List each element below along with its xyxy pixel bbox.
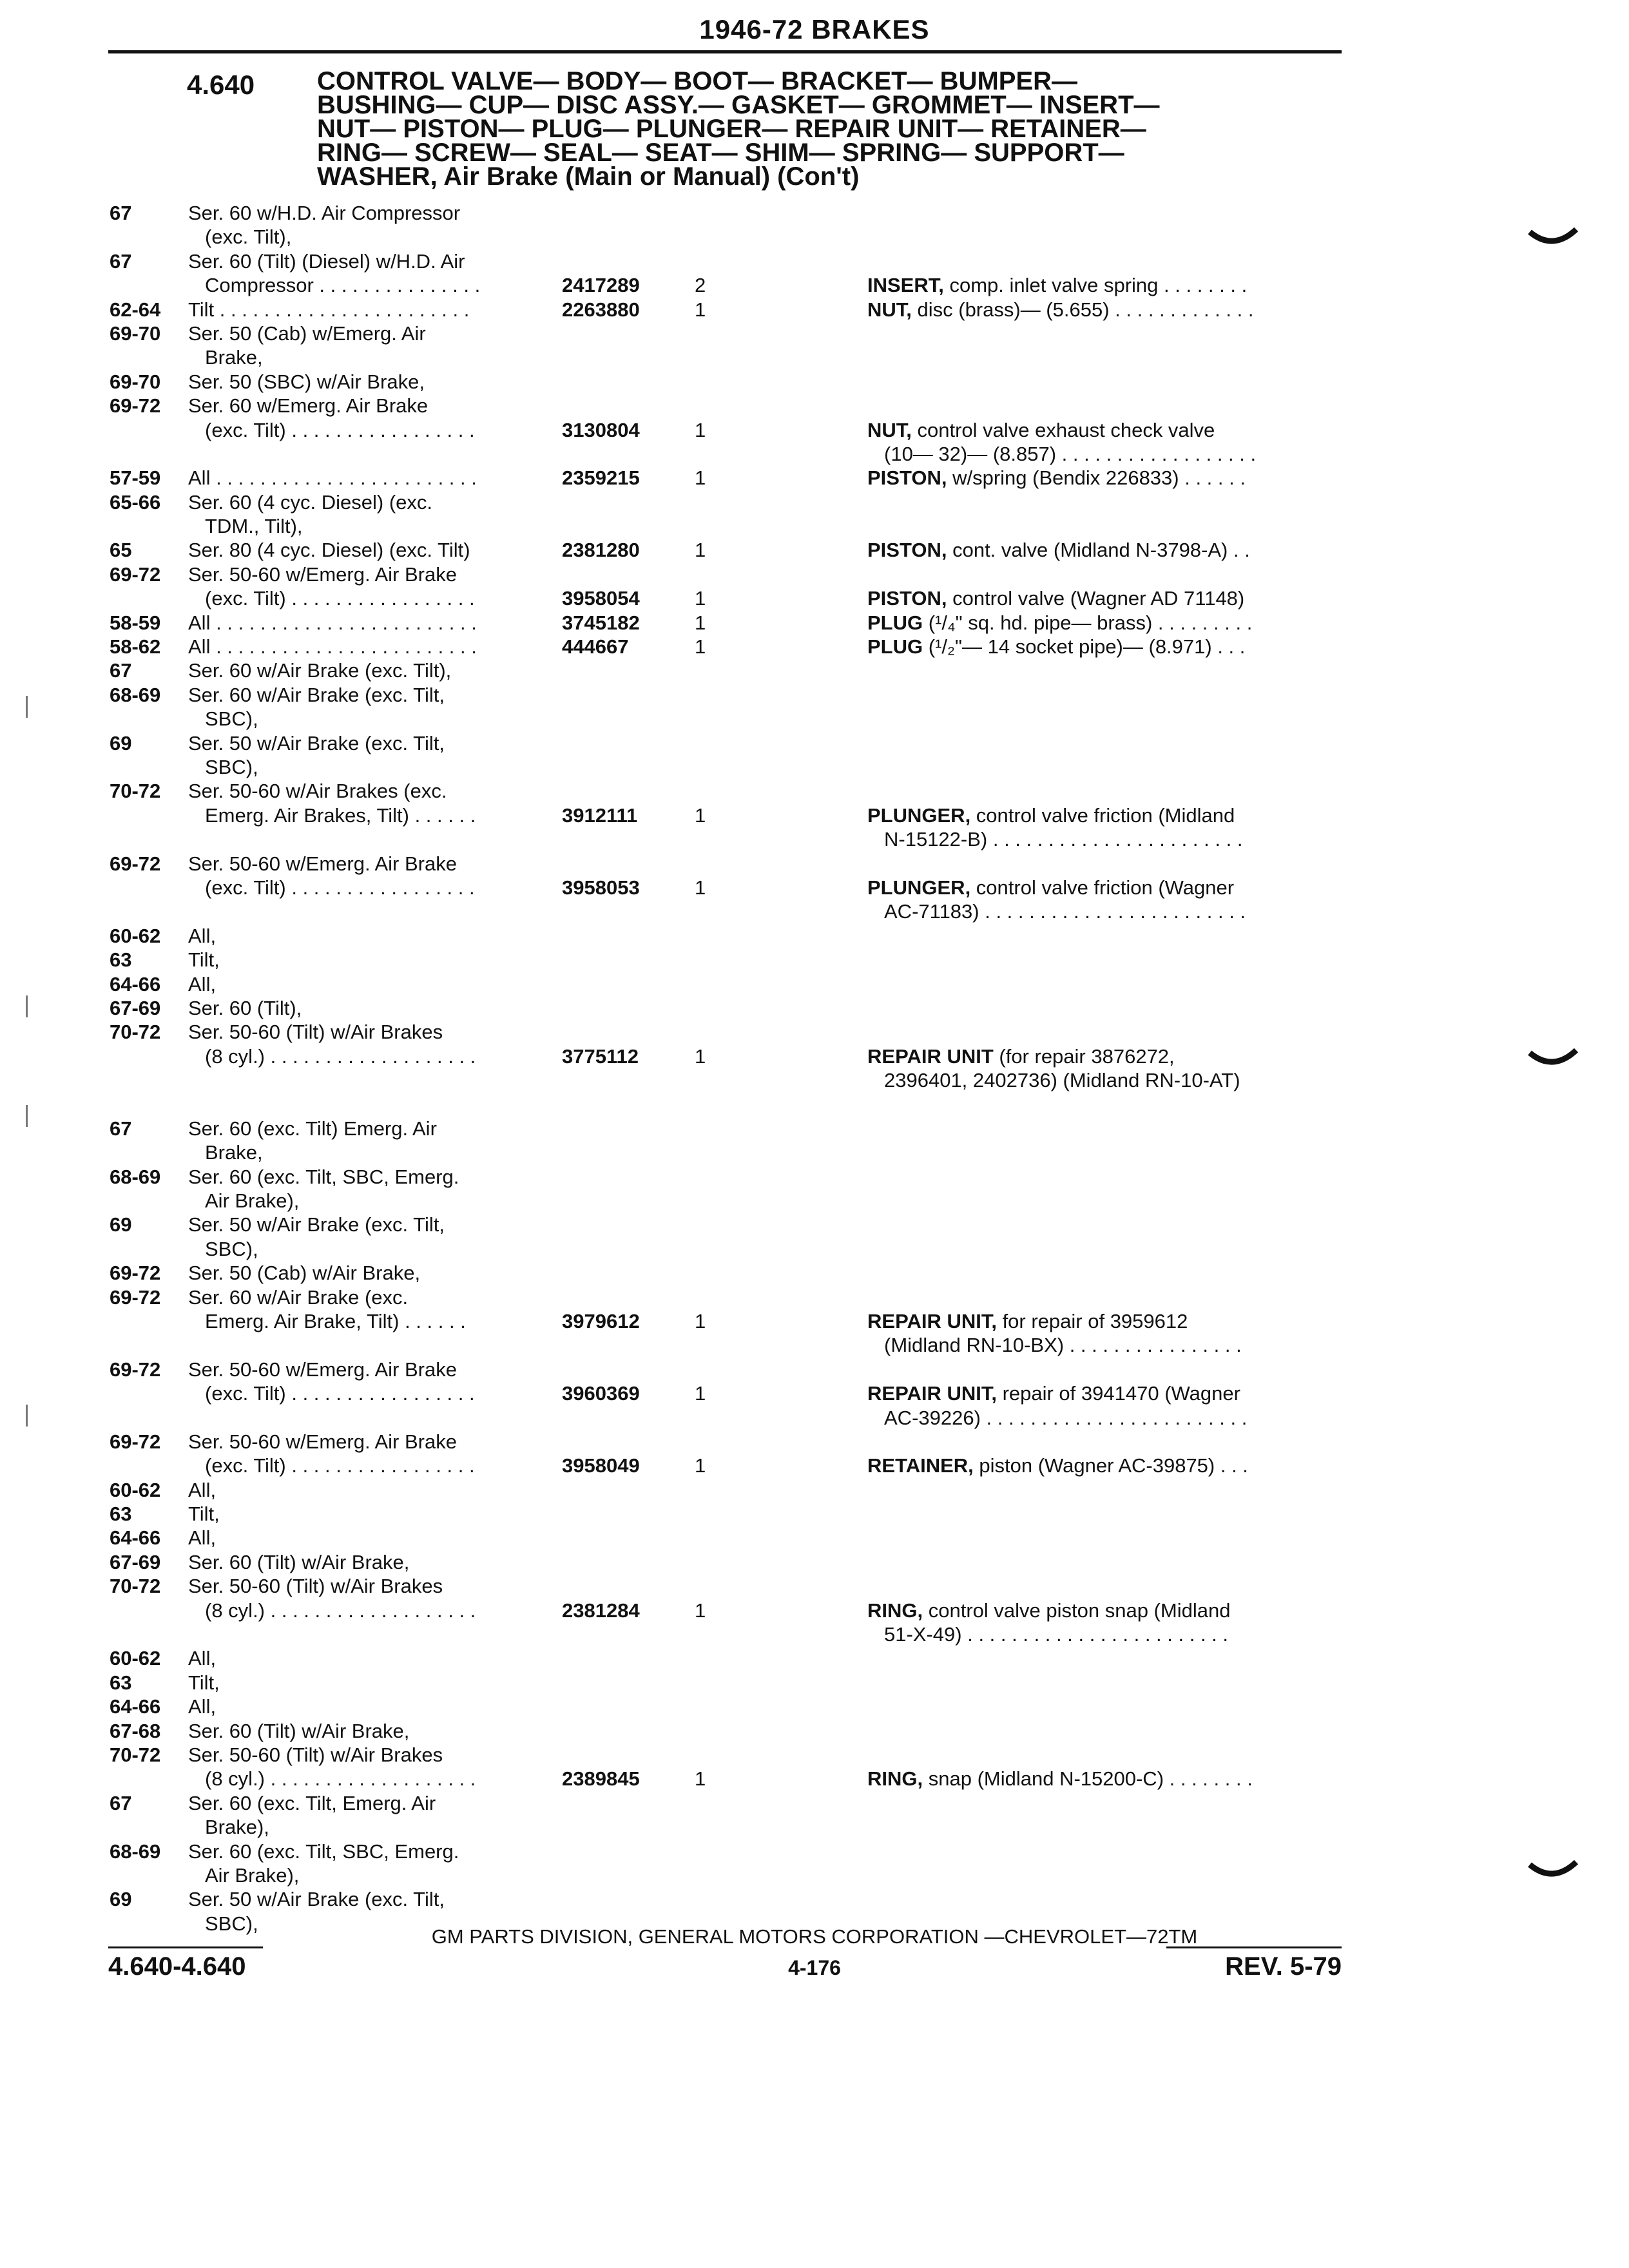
model-years: 68-69: [110, 683, 161, 706]
part-name: RING,: [867, 1599, 923, 1622]
table-row: [0, 827, 1629, 851]
application-description: Ser. 60 w/Emerg. Air Brake: [188, 394, 429, 418]
table-row: [0, 803, 1629, 827]
table-row: [0, 707, 1629, 731]
model-years: 69-72: [110, 1430, 161, 1453]
part-detail: disc (brass)— (5.655) . . . . . . . . . . . . .: [911, 298, 1254, 321]
application-description: (exc. Tilt) . . . . . . . . . . . . . . . . .: [205, 876, 475, 899]
part-detail: comp. inlet valve spring . . . . . . . .: [943, 274, 1248, 297]
table-row: [0, 1478, 1629, 1502]
part-detail: AC-39226) . . . . . . . . . . . . . . . . . . . . . . . .: [884, 1406, 1248, 1429]
quantity: 1: [695, 1309, 706, 1332]
application-description: All . . . . . . . . . . . . . . . . . . . . . . . .: [188, 635, 477, 658]
section-number: 4.640: [187, 70, 255, 100]
part-number: 3958053: [562, 876, 640, 899]
table-row: [0, 1502, 1629, 1526]
table-row: [0, 1117, 1629, 1140]
section-title: [317, 67, 1284, 191]
page-title: 1946-72 BRAKES: [699, 14, 930, 44]
section-title-line: WASHER, Air Brake (Main or Manual) (Con't): [317, 162, 860, 191]
model-years: 63: [110, 1503, 132, 1526]
model-years: 69-70: [110, 370, 161, 393]
table-row: [0, 249, 1629, 273]
section-title-line: RING— SCREW— SEAL— SEAT— SHIM— SPRING— SUPPORT—: [317, 139, 1124, 167]
table-row: [0, 972, 1629, 996]
application-description: Ser. 50 w/Air Brake (exc. Tilt,: [188, 1888, 445, 1911]
table-row: [0, 514, 1629, 538]
model-years: 58-59: [110, 611, 161, 634]
model-years: 70-72: [110, 1575, 161, 1598]
table-row: [0, 1550, 1629, 1574]
part-detail: control valve exhaust check valve: [911, 418, 1215, 441]
table-row: [0, 1140, 1629, 1164]
part-name: RING,: [867, 1767, 923, 1791]
part-name: INSERT,: [867, 274, 944, 297]
application-description: Ser. 50 (Cab) w/Emerg. Air: [188, 322, 426, 345]
part-detail: (Midland RN-10-BX) . . . . . . . . . . . . . . . .: [884, 1334, 1242, 1357]
model-years: 64-66: [110, 1695, 161, 1718]
application-description: Ser. 50-60 w/Emerg. Air Brake: [188, 1430, 457, 1453]
application-description: Ser. 60 (exc. Tilt, Emerg. Air: [188, 1791, 436, 1814]
part-name: PLUG: [867, 635, 923, 658]
table-row: [0, 1646, 1629, 1670]
model-years: 67-69: [110, 996, 161, 1019]
table-row: [0, 1333, 1629, 1357]
table-row: [0, 1743, 1629, 1767]
part-number: 3960369: [562, 1382, 640, 1405]
table-row: [0, 1671, 1629, 1695]
parts-list: [0, 201, 1629, 1936]
table-row: [0, 1261, 1629, 1285]
footer-section-range: 4.640-4.640: [108, 1952, 246, 1981]
part-description: [867, 1044, 1342, 1068]
model-years: 60-62: [110, 1478, 161, 1501]
quantity: 1: [695, 635, 706, 658]
model-years: 68-69: [110, 1165, 161, 1188]
part-number: 3979612: [562, 1309, 640, 1332]
table-row: [0, 1020, 1629, 1044]
application-description: Ser. 50-60 w/Air Brakes (exc.: [188, 780, 447, 803]
part-detail: (for repair 3876272,: [993, 1044, 1175, 1068]
table-row: [0, 1863, 1629, 1887]
quantity: 1: [695, 803, 706, 827]
model-years: 69: [110, 731, 132, 754]
application-description: Ser. 60 (Tilt),: [188, 996, 302, 1019]
table-row: [0, 924, 1629, 948]
part-description: [884, 442, 1342, 466]
table-row: [0, 1068, 1629, 1092]
application-description: Ser. 60 (exc. Tilt) Emerg. Air: [188, 1117, 437, 1140]
part-name: REPAIR UNIT,: [867, 1309, 997, 1332]
application-description: Ser. 50-60 (Tilt) w/Air Brakes: [188, 1021, 443, 1044]
part-description: [867, 298, 1342, 322]
part-description: [884, 827, 1342, 851]
part-description: [884, 1622, 1342, 1646]
part-detail: control valve piston snap (Midland: [923, 1599, 1231, 1622]
table-row: [0, 1599, 1629, 1622]
part-description: [867, 466, 1342, 490]
table-row: [0, 418, 1629, 442]
application-description: Tilt,: [188, 948, 220, 972]
table-row: [0, 1454, 1629, 1477]
table-row: [0, 1213, 1629, 1236]
model-years: 63: [110, 1671, 132, 1694]
application-description: Tilt . . . . . . . . . . . . . . . . . . . . . . .: [188, 298, 470, 321]
part-detail: for repair of 3959612: [996, 1309, 1188, 1332]
part-description: [884, 1333, 1342, 1357]
header-rule: [108, 50, 1342, 53]
model-years: 64-66: [110, 972, 161, 995]
application-description: Brake,: [205, 346, 263, 369]
model-years: 69: [110, 1888, 132, 1911]
table-row: [0, 1430, 1629, 1454]
application-description: Ser. 60 (Tilt) (Diesel) w/H.D. Air: [188, 249, 465, 273]
table-row: [0, 273, 1629, 297]
model-years: 68-69: [110, 1840, 161, 1863]
footer-revision: REV. 5-79: [1225, 1952, 1342, 1981]
part-number: 3958054: [562, 587, 640, 610]
part-number: 2359215: [562, 466, 640, 490]
part-description: [867, 1454, 1342, 1477]
table-row: [0, 562, 1629, 586]
application-description: (exc. Tilt) . . . . . . . . . . . . . . . . .: [205, 587, 475, 610]
part-number: 3745182: [562, 611, 640, 634]
part-name: NUT,: [867, 298, 912, 321]
application-description: Emerg. Air Brake, Tilt) . . . . . .: [205, 1309, 466, 1332]
part-detail: cont. valve (Midland N-3798-A) . .: [947, 539, 1250, 562]
application-description: All,: [188, 1478, 217, 1501]
application-description: Tilt,: [188, 1671, 220, 1694]
quantity: 1: [695, 1454, 706, 1477]
part-number: 444667: [562, 635, 629, 658]
model-years: 69-72: [110, 394, 161, 418]
application-description: Emerg. Air Brakes, Tilt) . . . . . .: [205, 803, 476, 827]
table-row: [0, 442, 1629, 466]
part-number: 2389845: [562, 1767, 640, 1791]
model-years: 65: [110, 539, 132, 562]
model-years: 67: [110, 1117, 132, 1140]
part-description: [867, 803, 1342, 827]
application-description: (exc. Tilt) . . . . . . . . . . . . . . . . .: [205, 418, 475, 441]
part-description: [867, 1309, 1342, 1333]
application-description: All,: [188, 924, 217, 947]
application-description: Ser. 60 (Tilt) w/Air Brake,: [188, 1719, 410, 1742]
table-row: [0, 1791, 1629, 1815]
model-years: 60-62: [110, 1647, 161, 1670]
application-description: Ser. 60 (exc. Tilt, SBC, Emerg.: [188, 1165, 459, 1188]
table-row: [0, 1237, 1629, 1261]
footer-page-number: 4-176: [788, 1956, 841, 1979]
application-description: Ser. 60 (exc. Tilt, SBC, Emerg.: [188, 1840, 459, 1863]
part-detail: AC-71183) . . . . . . . . . . . . . . . . . . . . . . . .: [884, 900, 1246, 923]
model-years: 62-64: [110, 298, 161, 321]
quantity: 1: [695, 587, 706, 610]
part-detail: 51-X-49) . . . . . . . . . . . . . . . . . . . . . . . .: [884, 1623, 1229, 1646]
part-number: 3775112: [562, 1044, 639, 1068]
model-years: 69-72: [110, 1285, 161, 1309]
application-description: Ser. 50 (Cab) w/Air Brake,: [188, 1262, 421, 1285]
table-row: [0, 1622, 1629, 1646]
application-description: Ser. 50 w/Air Brake (exc. Tilt,: [188, 731, 445, 754]
quantity: 1: [695, 1044, 706, 1068]
margin-mark: [26, 995, 28, 1017]
binder-hole-mark: [1527, 1858, 1579, 1881]
table-row: [0, 899, 1629, 923]
table-row: [0, 683, 1629, 707]
application-description: Ser. 50-60 w/Emerg. Air Brake: [188, 562, 457, 586]
part-description: [867, 1599, 1342, 1622]
application-description: (exc. Tilt) . . . . . . . . . . . . . . . . .: [205, 1454, 475, 1477]
table-row: [0, 538, 1629, 562]
part-number: 2263880: [562, 298, 640, 321]
table-row: [0, 779, 1629, 803]
table-row: [0, 298, 1629, 322]
part-detail: control valve friction (Midland: [970, 803, 1235, 827]
application-description: Brake),: [205, 1816, 269, 1839]
quantity: 1: [695, 1599, 706, 1622]
part-detail: (10— 32)— (8.857) . . . . . . . . . . . . . . . . . .: [884, 442, 1257, 465]
table-row: [0, 611, 1629, 635]
section-title-line: NUT— PISTON— PLUG— PLUNGER— REPAIR UNIT— RETAINER—: [317, 115, 1146, 143]
quantity: 1: [695, 298, 706, 321]
part-description: [867, 876, 1342, 899]
margin-mark: [26, 1105, 28, 1127]
part-description: [867, 538, 1342, 562]
application-description: Ser. 50-60 w/Emerg. Air Brake: [188, 852, 457, 875]
application-description: SBC),: [205, 707, 258, 731]
part-description: [884, 1406, 1342, 1430]
part-name: PLUNGER,: [867, 876, 971, 899]
application-description: Ser. 60 w/Air Brake (exc. Tilt,: [188, 683, 445, 706]
table-row: [0, 948, 1629, 972]
quantity: 1: [695, 466, 706, 490]
part-detail: repair of 3941470 (Wagner: [996, 1382, 1240, 1405]
application-description: Ser. 50-60 w/Emerg. Air Brake: [188, 1358, 457, 1381]
table-row: [0, 1358, 1629, 1381]
table-row: [0, 586, 1629, 610]
table-row: [0, 876, 1629, 899]
application-description: All . . . . . . . . . . . . . . . . . . . . . . . .: [188, 611, 477, 634]
model-years: 69-72: [110, 852, 161, 875]
model-years: 57-59: [110, 466, 161, 490]
model-years: 70-72: [110, 1744, 161, 1766]
part-description: [867, 611, 1342, 635]
application-description: Ser. 50 (SBC) w/Air Brake,: [188, 370, 425, 393]
part-description: [867, 586, 1342, 610]
part-detail: piston (Wagner AC-39875) . . .: [973, 1454, 1248, 1477]
application-description: Air Brake),: [205, 1189, 300, 1213]
table-row: [0, 731, 1629, 755]
application-description: Ser. 60 (4 cyc. Diesel) (exc.: [188, 490, 433, 514]
footer-publisher: GM PARTS DIVISION, GENERAL MOTORS CORPORATION —CHEVROLET—72TM: [431, 1925, 1198, 1948]
table-row: [0, 755, 1629, 779]
table-row: [0, 1887, 1629, 1911]
application-description: (8 cyl.) . . . . . . . . . . . . . . . . . . .: [205, 1599, 476, 1622]
application-description: (exc. Tilt),: [205, 226, 292, 249]
table-row: [0, 852, 1629, 876]
model-years: 69-72: [110, 562, 161, 586]
model-years: 63: [110, 948, 132, 972]
application-description: All,: [188, 1647, 217, 1670]
application-description: Compressor . . . . . . . . . . . . . . .: [205, 274, 481, 297]
application-description: Tilt,: [188, 1503, 220, 1526]
table-row: [0, 394, 1629, 418]
application-description: Ser. 50 w/Air Brake (exc. Tilt,: [188, 1213, 445, 1236]
table-row: [0, 1840, 1629, 1863]
table-row: [0, 490, 1629, 514]
part-description: [867, 635, 1342, 658]
model-years: 60-62: [110, 924, 161, 947]
part-detail: (¹/₂"— 14 socket pipe)— (8.971) . . .: [923, 635, 1246, 658]
table-row: [0, 1309, 1629, 1333]
part-description: [867, 418, 1342, 442]
part-name: REPAIR UNIT: [867, 1044, 994, 1068]
table-row: [0, 1285, 1629, 1309]
table-row: [0, 1815, 1629, 1839]
part-name: PISTON,: [867, 466, 947, 490]
table-row: [0, 225, 1629, 249]
part-description: [884, 1068, 1342, 1092]
model-years: 67: [110, 1791, 132, 1814]
table-row: [0, 370, 1629, 394]
model-years: 69-72: [110, 1358, 161, 1381]
table-row: [0, 322, 1629, 345]
application-description: All,: [188, 1526, 217, 1550]
table-row: [0, 996, 1629, 1020]
section-title-line: CONTROL VALVE— BODY— BOOT— BRACKET— BUMPER—: [317, 67, 1078, 95]
part-number: 3130804: [562, 418, 640, 441]
model-years: 67: [110, 202, 132, 224]
part-number: 2381284: [562, 1599, 640, 1622]
model-years: 69-70: [110, 322, 161, 345]
application-description: All,: [188, 1695, 217, 1718]
application-description: Brake,: [205, 1141, 263, 1164]
application-description: Ser. 60 w/Air Brake (exc. Tilt),: [188, 659, 452, 682]
table-row: [0, 345, 1629, 369]
part-detail: (¹/₄" sq. hd. pipe— brass) . . . . . . . . .: [923, 611, 1253, 634]
part-name: PISTON,: [867, 539, 947, 562]
part-detail: control valve friction (Wagner: [970, 876, 1235, 899]
application-description: SBC),: [205, 1237, 258, 1260]
model-years: 58-62: [110, 635, 161, 658]
table-row: [0, 201, 1629, 225]
part-detail: snap (Midland N-15200-C) . . . . . . . .: [923, 1767, 1253, 1791]
application-description: (8 cyl.) . . . . . . . . . . . . . . . . . . .: [205, 1044, 476, 1068]
part-name: NUT,: [867, 418, 912, 441]
table-row: [0, 1381, 1629, 1405]
part-name: PLUG: [867, 611, 923, 634]
part-name: RETAINER,: [867, 1454, 974, 1477]
table-row: [0, 1574, 1629, 1598]
model-years: 67: [110, 659, 132, 682]
table-row: [0, 635, 1629, 658]
model-years: 67-68: [110, 1719, 161, 1742]
margin-mark: [26, 1405, 28, 1427]
part-description: [867, 1767, 1342, 1791]
binder-hole-mark: [1527, 226, 1579, 249]
table-row: [0, 1406, 1629, 1430]
part-detail: N-15122-B) . . . . . . . . . . . . . . . . . . . . . . .: [884, 828, 1243, 851]
application-description: Ser. 50-60 (Tilt) w/Air Brakes: [188, 1744, 443, 1766]
quantity: 1: [695, 418, 706, 441]
part-number: 2381280: [562, 539, 640, 562]
model-years: 64-66: [110, 1526, 161, 1550]
part-description: [867, 273, 1342, 297]
application-description: All . . . . . . . . . . . . . . . . . . . . . . . .: [188, 466, 477, 490]
part-name: PISTON,: [867, 587, 947, 610]
part-description: [884, 899, 1342, 923]
quantity: 1: [695, 876, 706, 899]
model-years: 69: [110, 1213, 132, 1236]
application-description: SBC),: [205, 755, 258, 778]
table-row: [0, 1719, 1629, 1743]
model-years: 65-66: [110, 490, 161, 514]
part-name: PLUNGER,: [867, 803, 971, 827]
part-description: [867, 1381, 1342, 1405]
table-row: [0, 1526, 1629, 1550]
application-description: (exc. Tilt) . . . . . . . . . . . . . . . . .: [205, 1382, 475, 1405]
application-description: Ser. 50-60 (Tilt) w/Air Brakes: [188, 1575, 443, 1598]
table-row: [0, 466, 1629, 490]
table-row: [0, 1767, 1629, 1791]
application-description: SBC),: [205, 1912, 258, 1935]
application-description: All,: [188, 972, 217, 995]
section-title-line: BUSHING— CUP— DISC ASSY.— GASKET— GROMMET— INSERT—: [317, 91, 1160, 119]
model-years: 70-72: [110, 780, 161, 803]
table-row: [0, 1044, 1629, 1068]
application-description: TDM., Tilt),: [205, 515, 303, 538]
binder-hole-mark: [1527, 1046, 1579, 1070]
table-row: [0, 1165, 1629, 1189]
quantity: 1: [695, 539, 706, 562]
application-description: Air Brake),: [205, 1863, 300, 1887]
model-years: 70-72: [110, 1021, 161, 1044]
quantity: 1: [695, 611, 706, 634]
margin-mark: [26, 696, 28, 718]
application-description: Ser. 60 w/Air Brake (exc.: [188, 1285, 409, 1309]
model-years: 67: [110, 249, 132, 273]
part-detail: w/spring (Bendix 226833) . . . . . .: [947, 466, 1246, 490]
application-description: Ser. 80 (4 cyc. Diesel) (exc. Tilt): [188, 539, 470, 562]
table-row: [0, 1092, 1629, 1116]
application-description: Ser. 60 w/H.D. Air Compressor: [188, 202, 461, 224]
part-number: 3912111: [562, 803, 638, 827]
quantity: 1: [695, 1767, 706, 1791]
part-detail: 2396401, 2402736) (Midland RN-10-AT): [884, 1069, 1240, 1092]
application-description: Ser. 60 (Tilt) w/Air Brake,: [188, 1550, 410, 1573]
part-name: REPAIR UNIT,: [867, 1382, 997, 1405]
model-years: 69-72: [110, 1262, 161, 1285]
table-row: [0, 658, 1629, 682]
part-detail: control valve (Wagner AD 71148): [947, 587, 1245, 610]
model-years: 67-69: [110, 1550, 161, 1573]
part-number: 3958049: [562, 1454, 640, 1477]
quantity: 2: [695, 274, 706, 297]
table-row: [0, 1695, 1629, 1718]
table-row: [0, 1189, 1629, 1213]
quantity: 1: [695, 1382, 706, 1405]
part-number: 2417289: [562, 274, 640, 297]
application-description: (8 cyl.) . . . . . . . . . . . . . . . . . . .: [205, 1767, 476, 1791]
